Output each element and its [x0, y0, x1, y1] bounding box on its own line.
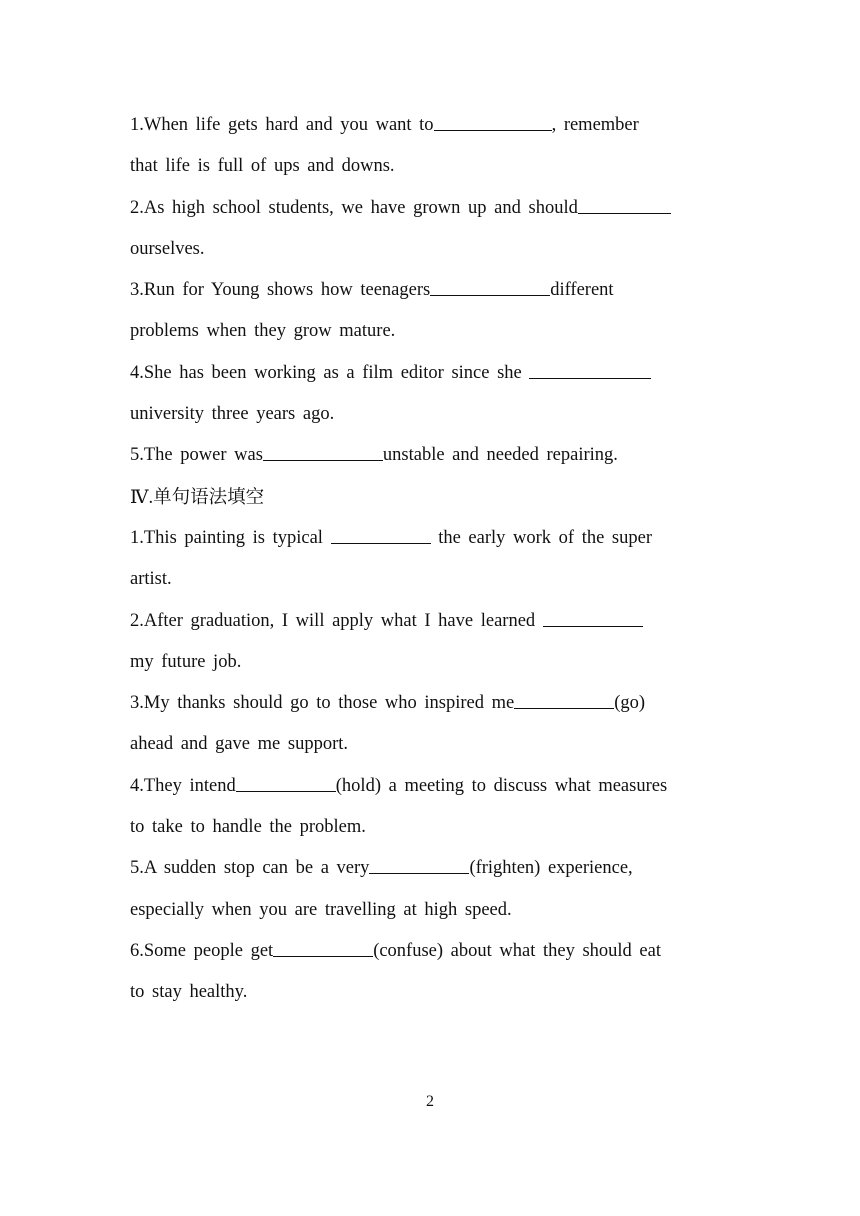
question-line [130, 188, 730, 229]
question-line [130, 642, 730, 683]
answer-blank[interactable] [236, 772, 336, 792]
question-text: (hold) a meeting to discuss what measures [335, 775, 668, 796]
question-text: to take to handle the problem. [130, 817, 366, 838]
answer-blank[interactable] [578, 194, 671, 214]
section-heading [130, 477, 730, 518]
question-text: my future job. [130, 651, 242, 672]
question-text: 4.She has been working as a film editor since she [130, 362, 522, 383]
question-line [130, 724, 730, 765]
question-line [130, 311, 730, 352]
question-text: ahead and gave me support. [130, 734, 348, 755]
question-text: 1.This painting is typical [130, 527, 323, 548]
question-text: unstable and needed repairing. [382, 445, 618, 466]
question-line [130, 229, 730, 270]
question-text: (confuse) about what they should eat [373, 940, 661, 961]
answer-blank[interactable] [514, 689, 614, 709]
question-line [130, 807, 730, 848]
answer-blank[interactable] [369, 854, 469, 874]
question-text: 3.Run for Young shows how teenagers [130, 280, 431, 301]
answer-blank[interactable] [543, 607, 643, 627]
question-text: especially when you are travelling at high speed. [130, 899, 512, 920]
answer-blank[interactable] [331, 524, 431, 544]
question-line [130, 890, 730, 931]
exercise-content [130, 105, 730, 1014]
question-line [130, 931, 730, 972]
question-line [130, 394, 730, 435]
question-line [130, 972, 730, 1013]
question-line [130, 435, 730, 476]
question-text: different [550, 280, 614, 301]
answer-blank[interactable] [430, 276, 550, 296]
question-text: 4.They intend [130, 775, 236, 796]
question-text: the early work of the super [438, 527, 653, 548]
question-text: problems when they grow mature. [130, 321, 396, 342]
question-text: to stay healthy. [130, 982, 248, 1003]
question-text: 5.The power was [130, 445, 263, 466]
question-text: artist. [130, 569, 172, 590]
question-text: (frighten) experience, [469, 858, 633, 879]
question-text: 1.When life gets hard and you want to [130, 115, 434, 135]
question-text: ourselves. [130, 238, 205, 259]
question-text: 5.A sudden stop can be a very [130, 858, 370, 879]
question-line [130, 353, 730, 394]
question-line [130, 270, 730, 311]
question-line [130, 766, 730, 807]
question-line [130, 683, 730, 724]
question-text: 6.Some people get [130, 940, 274, 961]
page-number: 2 [426, 1093, 434, 1110]
answer-blank[interactable] [273, 937, 373, 957]
section-numeral: Ⅳ. [130, 487, 154, 508]
question-text: , remember [551, 115, 639, 135]
question-text: 2.After graduation, I will apply what I have learned [130, 610, 536, 631]
question-line [130, 601, 730, 642]
answer-blank[interactable] [263, 441, 383, 461]
answer-blank[interactable] [529, 359, 651, 379]
question-text: (go) [614, 693, 646, 714]
question-text: that life is full of ups and downs. [130, 156, 395, 177]
question-line [130, 146, 730, 187]
question-text: university three years ago. [130, 404, 335, 425]
question-line [130, 105, 730, 146]
question-line [130, 518, 730, 559]
question-text: 2.As high school students, we have grown up and should [130, 197, 578, 218]
answer-blank[interactable] [434, 111, 552, 131]
section-title: 单句语法填空 [153, 486, 265, 508]
question-line [130, 559, 730, 600]
question-text: 3.My thanks should go to those who inspired me [130, 693, 515, 714]
question-line [130, 848, 730, 889]
